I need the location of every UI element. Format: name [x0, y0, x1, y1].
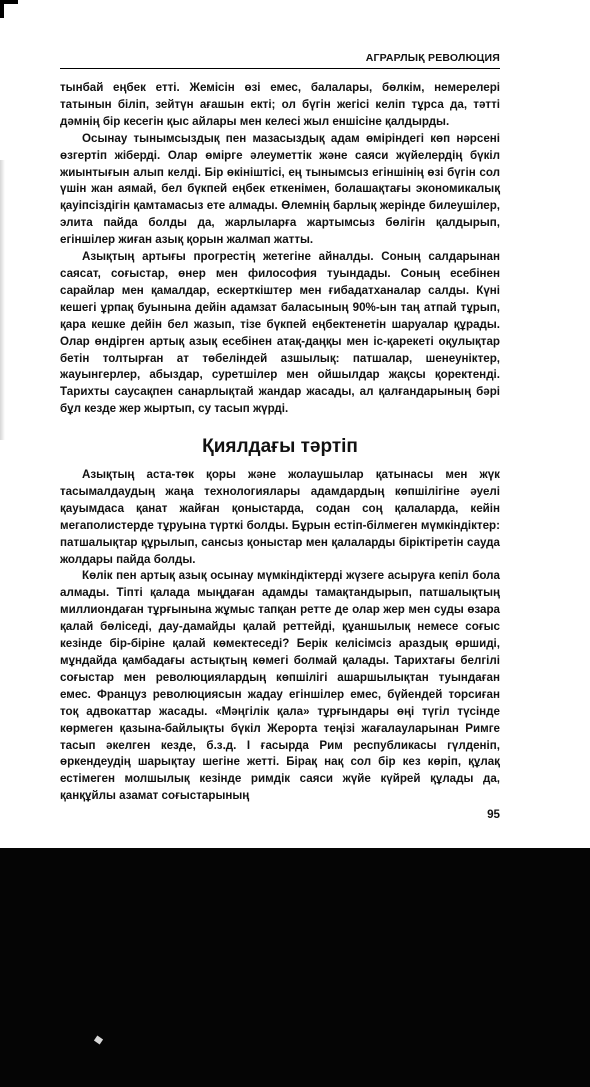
scan-speck: [94, 1036, 103, 1045]
section-2-body: [60, 467, 500, 805]
paragraph: Азықтың артығы прогрестің жетегіне айналды. Соның салдарынан саясат, соғыстар, өнер мен философия туындады. Соның есебінен сарайлар мен қамалдар, ескерткіштер мен ғибадатханалар салды. Күні кешегі ұрпақ буынына дейін адамзат баласының 90%-ын таң атпай тұрып, қара кешке дейін бел жазып, тізе бүкпей еңбектенетін шаруалар құрады. Олар өндірген артық азық есебінен атақ-даңқы мен іс-қарекеті оқулықтар бетін толтырған ат төбеліндей азшылық: патшалар, шенеуніктер, жауынгерлер, абыздар, суретшілер мен ойшылдар жақсы қоректенді. Тарихты саусақпен санарлықтай жандар жасады, ал қалғандарының бәрі бұл кезде жер жыртып, су тасып жүрді.: [60, 250, 500, 416]
corner-crop-mark: [0, 0, 18, 18]
running-header: АГРАРЛЫҚ РЕВОЛЮЦИЯ: [365, 52, 500, 64]
paragraph: Көлік пен артық азық осынау мүмкіндіктерді жүзеге асыруға кепіл бола алмады. Тіпті қалада мыңдаған адамды тамақтандырып, патшалықтың миллиондаған тұрғынына жұмыс тапқан ретте де олар жер мен суды өзара қалай бөліседі, дау-дамайды қалай реттейді, құаншылық немесе соғыс кезінде бір-біріне қалай көмектеседі? Берік келісімсіз араздық өршиді, мұндайда қамбадағы астықтың көмегі болмай қалады. Тарихтағы белгілі соғыстар мен революциялардың көпшілігі ашаршылықтан туындаған емес. Француз революциясын жадау егіншілер емес, бүйендей торсиған тоқ адвокаттар жасады. «Мәңгілік қала» тұрғындары өңі түгіл түсінде көрмеген қазына-байлықты бүкіл Жерорта теңізі жағалауларынан Римге тасып әкелген кезде, б.з.д. I ғасырда Рим республикасы гүлденіп, өркендеудің шарықтау шегіне жетті. Бірақ нақ сол бір кез көріп, құлақ естімеген молшылық кезінде римдік саяси жүйе күйрей құлады да, қанқұйлы азамат соғыстарының: [60, 569, 500, 803]
scan-dark-band: [0, 848, 590, 1087]
page-number: 95: [487, 808, 500, 821]
scan-edge-shadow: [0, 160, 5, 440]
header-rule: [60, 68, 500, 69]
paragraph: Осынау тынымсыздық пен мазасыздық адам өміріндегі көп нәрсені өзгертіп жіберді. Олар өмірге әлеуметтік және саяси жүйелердің бүкіл жиынтығын алып келді. Бір өкініштісі, ең тынымсыз егіншінің өзі бүгін сол үшін жан аямай, бел бүкпей еңбек еткенімен, болашақтағы экономикалық қауіпсіздігін қамтамасыз ете алмады. Өлемнің барлық жерінде билеушілер, элита пайда болды да, жарлыларға жартымсыз бөлігін қалдырып, егіншілер жиған азық қорын жалмап жатты.: [60, 131, 500, 247]
paragraph: тынбай еңбек етті. Жемісін өзі емес, балалары, бөлкім, немерелері татынын біліп, зейтүн ағашын екті; ол бүгін жегісі келіп тұрса да, тәтті дәмнің бір кесегін қыс айлары мен келесі жыл еншісіне қалдырды.: [60, 81, 500, 128]
section-1-body: [60, 80, 500, 418]
section-title: Қиялдағы тәртіп: [202, 436, 358, 457]
paragraph: Азықтың аста-төк қоры және жолаушылар қатынасы мен жүк тасымалдаудың жаңа технологиялары адамдардың көпшілігіне әуелі қауымдаса қанат жайған қоныстарда, содан соң қалаларда, кейін мегаполистерде тұруына түрткі болды. Бұрын естіп-білмеген мүмкіндіктер: патшалықтар құрылып, сансыз қоныстар мен қалаларды біріктіретін сауда жолдары пайда болды.: [60, 468, 500, 566]
